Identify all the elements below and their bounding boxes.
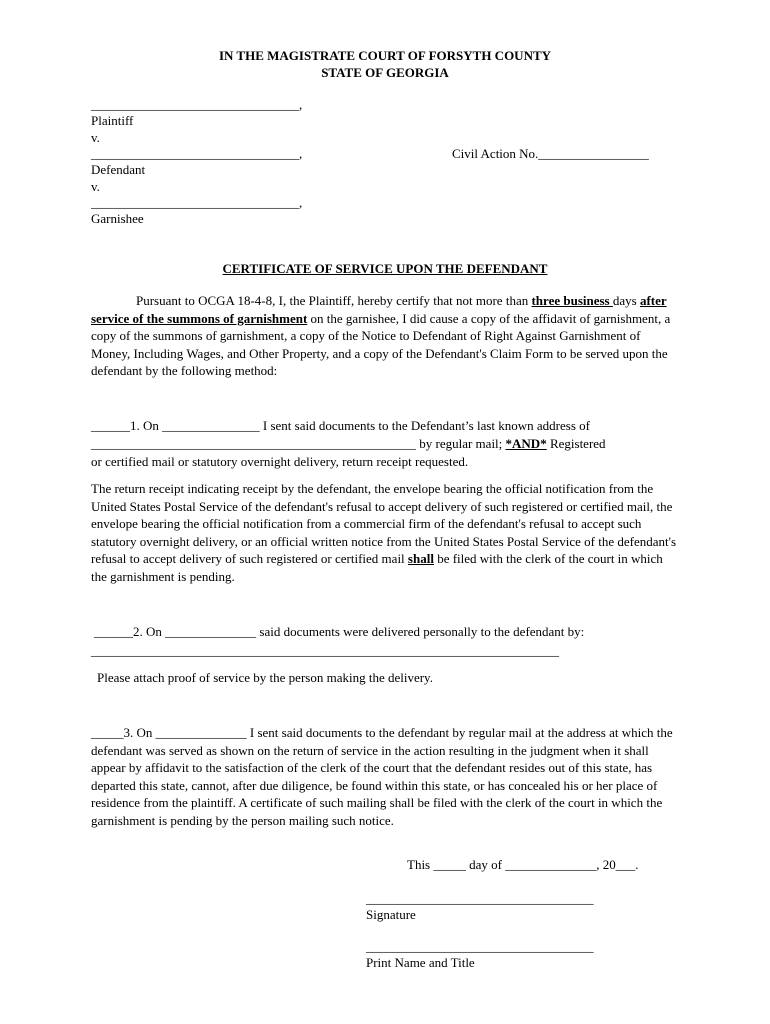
garnishee-label: Garnishee: [91, 211, 144, 226]
option-2-line-2: ________________________________________________________________________: [91, 643, 559, 658]
court-heading: IN THE MAGISTRATE COURT OF FORSYTH COUNTY: [218, 48, 552, 63]
option-1-line-1: ______1. On _______________ I sent said documents to the Defendant’s last known address of: [91, 418, 590, 433]
and-emphasis: *AND*: [505, 436, 547, 451]
return-text-1: The return receipt indicating receipt by the defendant, the envelope bearing the official notification from the United States Postal Service of the defendant's refusal to accept delivery of such registered or certified mail, the envelope bearing the official notification from a commercial firm of the defendant's refusal to accept such statutory overnight delivery, or an official written notice from the United States Postal Service of the defendant's refusal to accept delivery of such registered or certified mail: [91, 481, 677, 567]
return-receipt-paragraph: [91, 480, 681, 586]
plaintiff-label: Plaintiff: [91, 113, 134, 128]
state-heading: STATE OF GEORGIA: [321, 65, 449, 80]
print-name-line: ___________________________________: [366, 939, 594, 954]
defendant-line: ________________________________,: [91, 146, 303, 161]
defendant-label: Defendant: [91, 162, 146, 177]
civil-action-number: Civil Action No._________________: [452, 146, 649, 161]
address-blank: __________________________________________________ by regular mail;: [91, 436, 506, 451]
certificate-title: CERTIFICATE OF SERVICE UPON THE DEFENDANT: [222, 261, 548, 276]
shall-emphasis: shall: [407, 551, 434, 567]
signature-line: ___________________________________: [366, 891, 594, 906]
registered-text: Registered: [546, 436, 606, 451]
date-line: This _____ day of ______________, 20___.: [407, 857, 639, 872]
intro-paragraph: [91, 292, 681, 380]
intro-text-2: on the garnishee, I did cause a copy of the affidavit of garnishment, a copy of the summons of garnishment, a copy of the Notice to Defendant of Right Against Garnishment of Money, Including Wages, and Other Property, and a copy of the Defendant's Claim Form to be served upon the defendant by the following method:: [91, 310, 671, 379]
versus-1: v.: [91, 130, 100, 145]
three-business-emphasis: three business: [531, 293, 613, 308]
print-name-label: Print Name and Title: [366, 955, 475, 970]
versus-2: v.: [91, 179, 100, 194]
after-service-emphasis: after service of the summons of garnishment: [91, 293, 667, 326]
plaintiff-line: ________________________________,: [91, 97, 303, 112]
intro-text-1: Pursuant to OCGA 18-4-8, I, the Plaintiff, hereby certify that not more than: [136, 293, 532, 308]
signature-label: Signature: [366, 907, 416, 922]
option-3-paragraph: _____3. On ______________ I sent said documents to the defendant by regular mail at the address at which the defendant was served as shown on the return of service in the action resulting in the judgment when it shall appear by affidavit to the satisfaction of the clerk of the court that the defendant resides out of this state, has departed this state, cannot, after due diligence, be found within this state, or has concealed his or her place of residence from the plaintiff. A certificate of such mailing shall be filed with the clerk of the court in which the garnishment is pending by the person mailing such notice.: [91, 725, 673, 828]
proof-of-service-note: Please attach proof of service by the person making the delivery.: [97, 670, 433, 685]
garnishee-line: ________________________________,: [91, 195, 303, 210]
intro-text-days: days: [612, 293, 640, 308]
option-1-line-3: or certified mail or statutory overnight delivery, return receipt requested.: [91, 454, 469, 469]
option-2-line-1: ______2. On ______________ said documents were delivered personally to the defendant by:: [94, 624, 585, 639]
option-1-line-2: [91, 435, 606, 452]
return-text-2: be filed with the clerk of the court in which the garnishment is pending.: [91, 551, 663, 584]
